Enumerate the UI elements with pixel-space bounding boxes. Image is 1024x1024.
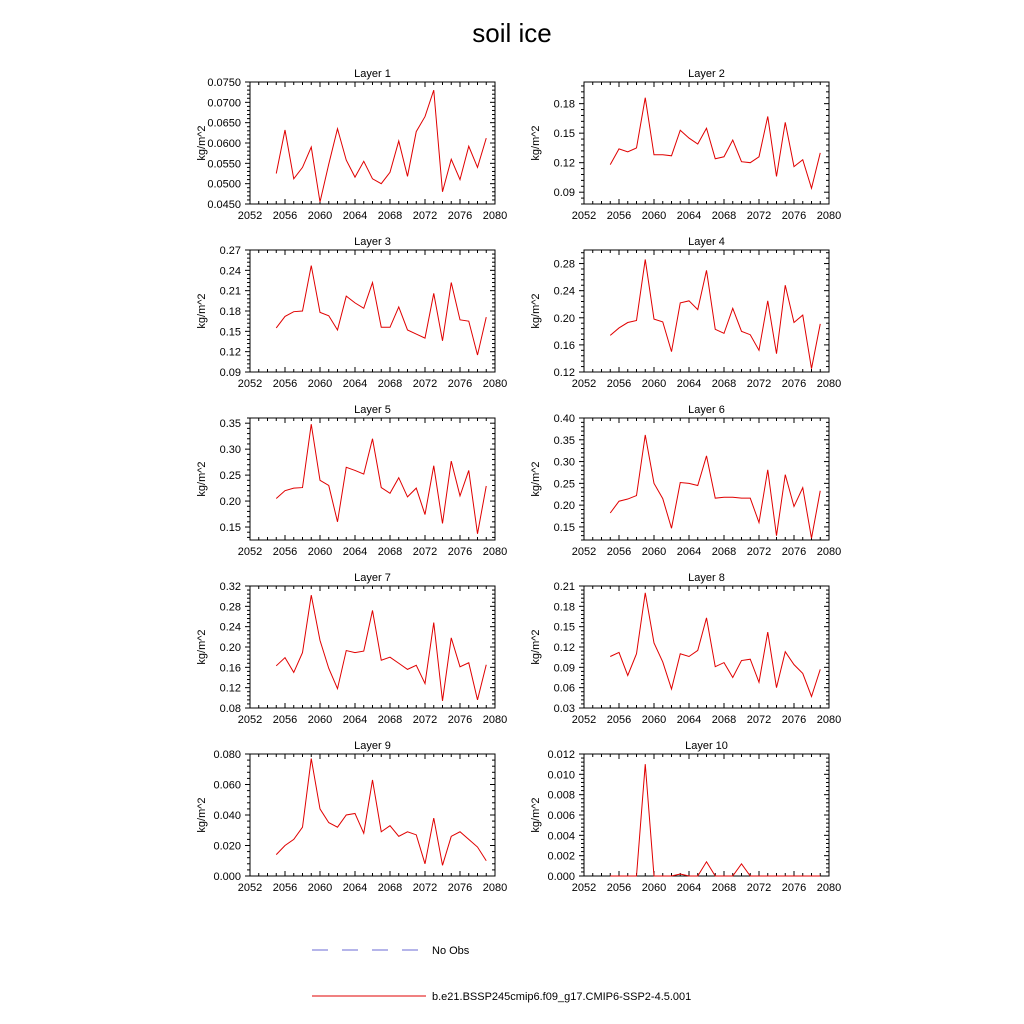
- y-tick-label: 0.006: [547, 810, 575, 822]
- y-tick-label: 0.24: [219, 621, 241, 634]
- x-tick-label: 2076: [447, 882, 473, 894]
- x-tick-label: 2052: [571, 546, 597, 558]
- x-tick-label: 2068: [377, 882, 403, 894]
- x-tick-label: 2060: [641, 210, 667, 222]
- x-tick-label: 2068: [711, 546, 737, 558]
- y-axis-label: kg/m^2: [196, 461, 208, 497]
- x-tick-label: 2060: [641, 546, 667, 558]
- x-tick-label: 2056: [606, 882, 632, 894]
- x-tick-label: 2056: [272, 882, 298, 894]
- x-tick-label: 2068: [377, 210, 403, 222]
- y-tick-label: 0.30: [219, 444, 241, 457]
- y-tick-label: 0.060: [213, 779, 241, 792]
- y-tick-label: 0.21: [553, 581, 575, 593]
- plot-frame: [250, 418, 495, 540]
- x-tick-label: 2068: [377, 378, 403, 390]
- panel-layer-3: [196, 236, 507, 390]
- y-tick-label: 0.06: [553, 682, 575, 695]
- panel-title: Layer 2: [688, 68, 725, 80]
- y-axis-label: kg/m^2: [530, 629, 542, 665]
- panel-title: Layer 1: [354, 68, 391, 80]
- plot-frame: [584, 754, 829, 876]
- y-tick-label: 0.35: [219, 418, 241, 431]
- series-line-layer-1: [276, 90, 486, 202]
- y-tick-label: 0.24: [219, 265, 241, 278]
- x-tick-label: 2052: [237, 714, 263, 726]
- x-tick-label: 2080: [816, 378, 842, 390]
- x-tick-label: 2076: [781, 378, 807, 390]
- x-tick-label: 2072: [412, 882, 438, 894]
- panel-layer-9: [196, 740, 507, 894]
- x-tick-label: 2060: [307, 714, 333, 726]
- x-tick-label: 2072: [412, 546, 438, 558]
- series-line-layer-3: [276, 266, 486, 355]
- x-tick-label: 2052: [571, 210, 597, 222]
- x-tick-label: 2080: [482, 210, 508, 222]
- y-tick-label: 0.16: [553, 339, 575, 352]
- x-tick-label: 2076: [447, 546, 473, 558]
- x-tick-label: 2052: [571, 378, 597, 390]
- x-tick-label: 2064: [342, 378, 368, 390]
- x-tick-label: 2056: [606, 714, 632, 726]
- x-tick-label: 2080: [816, 546, 842, 558]
- x-tick-label: 2080: [482, 714, 508, 726]
- x-tick-label: 2068: [377, 546, 403, 558]
- y-tick-label: 0.18: [553, 98, 575, 111]
- x-tick-label: 2056: [272, 546, 298, 558]
- y-tick-label: 0.20: [553, 500, 575, 513]
- x-tick-label: 2060: [641, 378, 667, 390]
- panel-title: Layer 7: [354, 572, 391, 584]
- y-tick-label: 0.004: [547, 830, 575, 843]
- y-tick-label: 0.24: [553, 285, 575, 298]
- legend-no-obs-label: No Obs: [432, 945, 470, 957]
- x-tick-label: 2056: [272, 210, 298, 222]
- plot-frame: [584, 250, 829, 372]
- x-tick-label: 2080: [816, 210, 842, 222]
- y-tick-label: 0.28: [219, 601, 241, 614]
- y-tick-label: 0.08: [219, 703, 241, 715]
- panel-layer-2: [530, 68, 841, 222]
- series-line-layer-6: [610, 435, 820, 538]
- y-tick-label: 0.040: [213, 810, 241, 822]
- x-tick-label: 2056: [606, 210, 632, 222]
- x-tick-label: 2064: [676, 714, 702, 726]
- y-tick-label: 0.16: [219, 662, 241, 675]
- x-tick-label: 2052: [237, 882, 263, 894]
- y-tick-label: 0.18: [219, 306, 241, 318]
- x-tick-label: 2072: [746, 714, 772, 726]
- y-axis-label: kg/m^2: [530, 125, 542, 161]
- plot-frame: [250, 754, 495, 876]
- y-tick-label: 0.000: [547, 871, 575, 883]
- x-tick-label: 2072: [746, 378, 772, 390]
- x-tick-label: 2080: [482, 378, 508, 390]
- y-axis-label: kg/m^2: [530, 797, 542, 833]
- x-tick-label: 2056: [272, 378, 298, 390]
- x-tick-label: 2052: [237, 546, 263, 558]
- x-tick-label: 2076: [447, 210, 473, 222]
- y-tick-label: 0.008: [547, 789, 575, 802]
- plot-frame: [250, 82, 495, 204]
- y-tick-label: 0.25: [219, 470, 241, 483]
- panel-layer-10: [530, 740, 841, 894]
- y-tick-label: 0.40: [553, 413, 575, 425]
- y-tick-label: 0.0750: [207, 77, 241, 89]
- y-tick-label: 0.15: [553, 521, 575, 534]
- x-tick-label: 2060: [307, 378, 333, 390]
- y-tick-label: 0.15: [553, 128, 575, 141]
- panel-layer-6: [530, 404, 841, 558]
- legend: [312, 945, 691, 1003]
- series-line-layer-10: [610, 764, 820, 876]
- panel-layer-4: [530, 236, 841, 390]
- y-axis-label: kg/m^2: [196, 125, 208, 161]
- y-tick-label: 0.27: [219, 245, 241, 257]
- x-tick-label: 2072: [412, 378, 438, 390]
- x-tick-label: 2064: [676, 546, 702, 558]
- panel-title: Layer 10: [685, 740, 728, 752]
- x-tick-label: 2080: [816, 714, 842, 726]
- series-line-layer-5: [276, 424, 486, 534]
- x-tick-label: 2064: [342, 714, 368, 726]
- x-tick-label: 2056: [606, 378, 632, 390]
- x-tick-label: 2064: [342, 210, 368, 222]
- x-tick-label: 2072: [746, 546, 772, 558]
- x-tick-label: 2080: [482, 546, 508, 558]
- panel-title: Layer 4: [688, 236, 725, 248]
- y-tick-label: 0.15: [553, 621, 575, 634]
- y-tick-label: 0.18: [553, 601, 575, 614]
- y-tick-label: 0.0550: [207, 158, 241, 171]
- x-tick-label: 2076: [781, 210, 807, 222]
- panel-title: Layer 6: [688, 404, 725, 416]
- y-tick-label: 0.12: [553, 367, 575, 379]
- y-tick-label: 0.0700: [207, 97, 241, 110]
- y-tick-label: 0.0500: [207, 178, 241, 191]
- y-tick-label: 0.20: [553, 312, 575, 325]
- y-tick-label: 0.010: [547, 769, 575, 782]
- panel-layer-7: [196, 572, 507, 726]
- y-tick-label: 0.020: [213, 840, 241, 853]
- x-tick-label: 2068: [711, 714, 737, 726]
- y-axis-label: kg/m^2: [196, 797, 208, 833]
- y-tick-label: 0.0600: [207, 138, 241, 150]
- y-tick-label: 0.0650: [207, 117, 241, 130]
- x-tick-label: 2072: [746, 210, 772, 222]
- y-tick-label: 0.12: [553, 157, 575, 170]
- y-tick-label: 0.15: [219, 326, 241, 339]
- panel-title: Layer 8: [688, 572, 725, 584]
- y-axis-label: kg/m^2: [196, 629, 208, 665]
- y-tick-label: 0.09: [553, 187, 575, 200]
- y-tick-label: 0.12: [553, 642, 575, 654]
- x-tick-label: 2068: [711, 882, 737, 894]
- y-tick-label: 0.20: [219, 496, 241, 509]
- x-tick-label: 2060: [641, 714, 667, 726]
- x-tick-label: 2064: [342, 546, 368, 558]
- y-tick-label: 0.28: [553, 258, 575, 271]
- y-axis-label: kg/m^2: [530, 461, 542, 497]
- x-tick-label: 2072: [412, 210, 438, 222]
- x-tick-label: 2068: [711, 210, 737, 222]
- x-tick-label: 2080: [482, 882, 508, 894]
- x-tick-label: 2060: [641, 882, 667, 894]
- x-tick-label: 2052: [237, 210, 263, 222]
- y-tick-label: 0.080: [213, 749, 241, 761]
- y-tick-label: 0.35: [553, 434, 575, 447]
- x-tick-label: 2068: [711, 378, 737, 390]
- y-tick-label: 0.0450: [207, 199, 241, 211]
- y-tick-label: 0.12: [219, 682, 241, 695]
- plot-frame: [584, 418, 829, 540]
- x-tick-label: 2056: [272, 714, 298, 726]
- series-line-layer-9: [276, 759, 486, 866]
- y-tick-label: 0.03: [553, 703, 575, 715]
- x-tick-label: 2072: [746, 882, 772, 894]
- panel-layer-1: [196, 68, 507, 222]
- x-tick-label: 2064: [676, 378, 702, 390]
- x-tick-label: 2076: [447, 378, 473, 390]
- x-tick-label: 2060: [307, 546, 333, 558]
- x-tick-label: 2076: [781, 882, 807, 894]
- panel-layer-5: [196, 404, 507, 558]
- y-tick-label: 0.012: [547, 749, 575, 761]
- x-tick-label: 2076: [781, 546, 807, 558]
- y-tick-label: 0.25: [553, 478, 575, 491]
- x-tick-label: 2068: [377, 714, 403, 726]
- legend-model-label: b.e21.BSSP245cmip6.f09_g17.CMIP6-SSP2-4.5.001: [432, 991, 692, 1003]
- series-line-layer-8: [610, 593, 820, 697]
- x-tick-label: 2064: [676, 882, 702, 894]
- y-tick-label: 0.21: [219, 285, 241, 298]
- x-tick-label: 2064: [676, 210, 702, 222]
- y-axis-label: kg/m^2: [530, 293, 542, 329]
- series-line-layer-4: [610, 259, 820, 368]
- y-tick-label: 0.000: [213, 871, 241, 883]
- panel-title: Layer 9: [354, 740, 391, 752]
- x-tick-label: 2056: [606, 546, 632, 558]
- x-tick-label: 2076: [781, 714, 807, 726]
- series-line-layer-2: [610, 98, 820, 189]
- series-line-layer-7: [276, 595, 486, 701]
- panels: [196, 68, 841, 894]
- y-tick-label: 0.09: [553, 662, 575, 675]
- x-tick-label: 2072: [412, 714, 438, 726]
- panel-layer-8: [530, 572, 841, 726]
- y-tick-label: 0.002: [547, 850, 575, 863]
- y-axis-label: kg/m^2: [196, 293, 208, 329]
- x-tick-label: 2052: [571, 882, 597, 894]
- plot-frame: [250, 586, 495, 708]
- x-tick-label: 2060: [307, 210, 333, 222]
- y-tick-label: 0.20: [219, 642, 241, 654]
- plot-frame: [584, 586, 829, 708]
- x-tick-label: 2052: [571, 714, 597, 726]
- x-tick-label: 2064: [342, 882, 368, 894]
- panel-title: Layer 5: [354, 404, 391, 416]
- x-tick-label: 2060: [307, 882, 333, 894]
- x-tick-label: 2052: [237, 378, 263, 390]
- x-tick-label: 2080: [816, 882, 842, 894]
- figure-title: soil ice: [472, 18, 552, 48]
- plot-frame: [584, 82, 829, 204]
- y-tick-label: 0.09: [219, 367, 241, 379]
- y-tick-label: 0.30: [553, 456, 575, 469]
- panel-title: Layer 3: [354, 236, 391, 248]
- y-tick-label: 0.32: [219, 581, 241, 593]
- y-tick-label: 0.15: [219, 522, 241, 535]
- x-tick-label: 2076: [447, 714, 473, 726]
- y-tick-label: 0.12: [219, 346, 241, 359]
